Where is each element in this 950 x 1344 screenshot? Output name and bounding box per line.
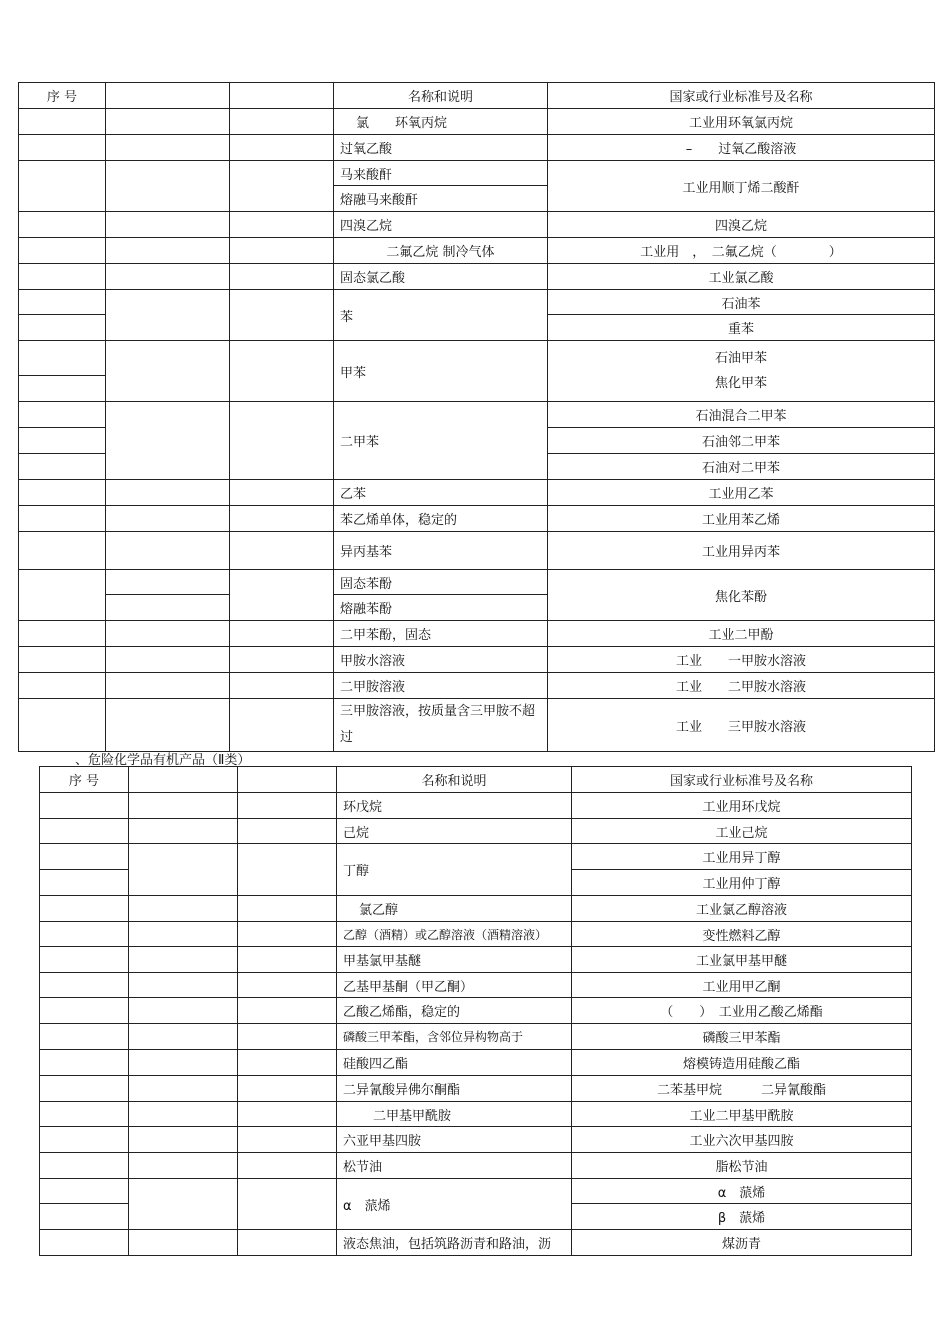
- standard-name: 工业氯甲基甲醚: [572, 947, 912, 973]
- table-row: [40, 922, 912, 947]
- standard-name: 工业用苯乙烯: [548, 506, 935, 532]
- product-name: 马来酸酐: [334, 161, 548, 186]
- standard-name: 工业用顺丁烯二酸酐: [548, 161, 935, 212]
- table-row: [19, 506, 935, 532]
- standard-name: – 过氧乙酸溶液: [548, 135, 935, 161]
- product-name: 过氧乙酸: [334, 135, 548, 161]
- table-row: [19, 135, 935, 161]
- organic-products-table-2: [39, 766, 912, 1256]
- product-name: 丁醇: [337, 844, 572, 896]
- table-row: [40, 1127, 912, 1153]
- standard-name: 石油混合二甲苯: [548, 402, 935, 428]
- product-name: 甲基氯甲基醚: [337, 947, 572, 973]
- product-name: 六亚甲基四胺: [337, 1127, 572, 1153]
- table-row: [19, 109, 935, 135]
- standard-name: 工业 二甲胺水溶液: [548, 673, 935, 699]
- standard-name: 脂松节油: [572, 1153, 912, 1179]
- standard-name: 重苯: [548, 315, 935, 341]
- table-row: [40, 1076, 912, 1102]
- standard-name: 工业六次甲基四胺: [572, 1127, 912, 1153]
- table-row: [40, 947, 912, 973]
- table-row: [40, 1153, 912, 1179]
- table-row: [19, 673, 935, 699]
- table-row: [19, 647, 935, 673]
- table-row: [40, 819, 912, 844]
- product-name: 液态焦油，包括筑路沥青和路油，沥: [337, 1230, 572, 1256]
- header-seq: 序 号: [19, 83, 106, 109]
- product-name: 氯乙醇: [337, 896, 572, 922]
- header-blank-2: [230, 83, 334, 109]
- standard-name: 磷酸三甲苯酯: [572, 1024, 912, 1050]
- standard-name: 工业用异丁醇: [572, 844, 912, 870]
- table-row: [40, 1230, 912, 1256]
- product-name: 固态氯乙酸: [334, 264, 548, 290]
- product-name: 三甲胺溶液，按质量含三甲胺不超过: [334, 699, 548, 752]
- table-row: [40, 844, 912, 870]
- standard-name: 工业用环戊烷: [572, 793, 912, 819]
- product-name: 二异氰酸异佛尔酮酯: [337, 1076, 572, 1102]
- standard-name: 工业用异丙苯: [548, 532, 935, 570]
- standard-name: 工业用甲乙酮: [572, 973, 912, 998]
- standard-name: 石油邻二甲苯: [548, 428, 935, 454]
- table-row: [40, 896, 912, 922]
- table-row: [19, 161, 935, 186]
- header-seq: 序 号: [40, 767, 129, 793]
- section-title: 、危险化学品有机产品（Ⅱ类）: [75, 753, 251, 768]
- table-header-row: [40, 767, 912, 793]
- product-name: 环戊烷: [337, 793, 572, 819]
- standard-name: α 蒎烯: [572, 1179, 912, 1204]
- product-name: 苯: [334, 290, 548, 341]
- standard-name: 工业用仲丁醇: [572, 870, 912, 896]
- table-row: [19, 532, 935, 570]
- header-name: 名称和说明: [337, 767, 572, 793]
- product-name: 乙醇（酒精）或乙醇溶液（酒精溶液）: [337, 922, 572, 947]
- standard-name: 工业用环氧氯丙烷: [548, 109, 935, 135]
- standard-name: 熔模铸造用硅酸乙酯: [572, 1050, 912, 1076]
- standard-name: 石油甲苯: [714, 351, 767, 366]
- table-row: [19, 621, 935, 647]
- standard-name: 焦化甲苯: [714, 376, 767, 391]
- product-name: 乙基甲基酮（甲乙酮）: [337, 973, 572, 998]
- table-row: [19, 480, 935, 506]
- organic-products-table-1: [18, 82, 935, 752]
- table-row: [40, 1179, 912, 1204]
- standard-name: 二苯基甲烷 二异氰酸酯: [572, 1076, 912, 1102]
- table-row: [40, 998, 912, 1024]
- header-blank-1: [106, 83, 230, 109]
- standard-name: 工业氯乙酸: [548, 264, 935, 290]
- table-row: [40, 1024, 912, 1050]
- product-name: 二甲基甲酰胺: [337, 1102, 572, 1127]
- standard-name: 工业二甲酚: [548, 621, 935, 647]
- standard-name: 石油对二甲苯: [548, 454, 935, 480]
- standard-name: 变性燃料乙醇: [572, 922, 912, 947]
- product-name: 己烷: [337, 819, 572, 844]
- standard-name: （ ） 工业用乙酸乙烯酯: [572, 998, 912, 1024]
- product-name: 乙酸乙烯酯，稳定的: [337, 998, 572, 1024]
- standard-name: β 蒎烯: [572, 1204, 912, 1230]
- table-row: [19, 238, 935, 264]
- product-name: 硅酸四乙酯: [337, 1050, 572, 1076]
- table-row: [40, 793, 912, 819]
- product-name: 苯乙烯单体，稳定的: [334, 506, 548, 532]
- table-row: [19, 290, 935, 315]
- table-row: [19, 402, 935, 428]
- header-standard: 国家或行业标准号及名称: [572, 767, 912, 793]
- product-name: 四溴乙烷: [334, 212, 548, 238]
- standard-name: 工业用 ， 二氟乙烷（ ）: [548, 238, 935, 264]
- standard-name: 工业己烷: [572, 819, 912, 844]
- product-name: 二甲苯酚，固态: [334, 621, 548, 647]
- standard-name-cell: [548, 341, 935, 402]
- table-row: [40, 1050, 912, 1076]
- table-row: [40, 1102, 912, 1127]
- table-row: [19, 570, 935, 595]
- table-row: [19, 264, 935, 290]
- standard-name: 工业用乙苯: [548, 480, 935, 506]
- table-header-row: [19, 83, 935, 109]
- product-name: 松节油: [337, 1153, 572, 1179]
- table-row: [40, 973, 912, 998]
- product-name: 甲苯: [334, 341, 548, 402]
- product-name: 甲胺水溶液: [334, 647, 548, 673]
- standard-name: 焦化苯酚: [548, 570, 935, 621]
- header-name: 名称和说明: [334, 83, 548, 109]
- table-row: [19, 212, 935, 238]
- product-name: 二甲胺溶液: [334, 673, 548, 699]
- standard-name: 煤沥青: [572, 1230, 912, 1256]
- product-name: 磷酸三甲苯酯，含邻位异构物高于: [337, 1024, 572, 1050]
- product-name: 乙苯: [334, 480, 548, 506]
- product-name: 二甲苯: [334, 402, 548, 480]
- standard-name: 工业氯乙醇溶液: [572, 896, 912, 922]
- standard-name: 四溴乙烷: [548, 212, 935, 238]
- product-name: 二氟乙烷 制冷气体: [334, 238, 548, 264]
- product-name: α 蒎烯: [337, 1179, 572, 1230]
- product-name: 异丙基苯: [334, 532, 548, 570]
- standard-name: 石油苯: [548, 290, 935, 315]
- product-name: 固态苯酚: [334, 570, 548, 595]
- header-standard: 国家或行业标准号及名称: [548, 83, 935, 109]
- standard-name: 工业二甲基甲酰胺: [572, 1102, 912, 1127]
- product-name-alt: 熔融马来酸酐: [334, 186, 548, 212]
- standard-name: 工业 三甲胺水溶液: [548, 699, 935, 752]
- table-row: [19, 341, 935, 376]
- standard-name: 工业 一甲胺水溶液: [548, 647, 935, 673]
- product-name: 氯 环氧丙烷: [334, 109, 548, 135]
- table-row: [19, 699, 935, 752]
- product-name-alt: 熔融苯酚: [334, 595, 548, 621]
